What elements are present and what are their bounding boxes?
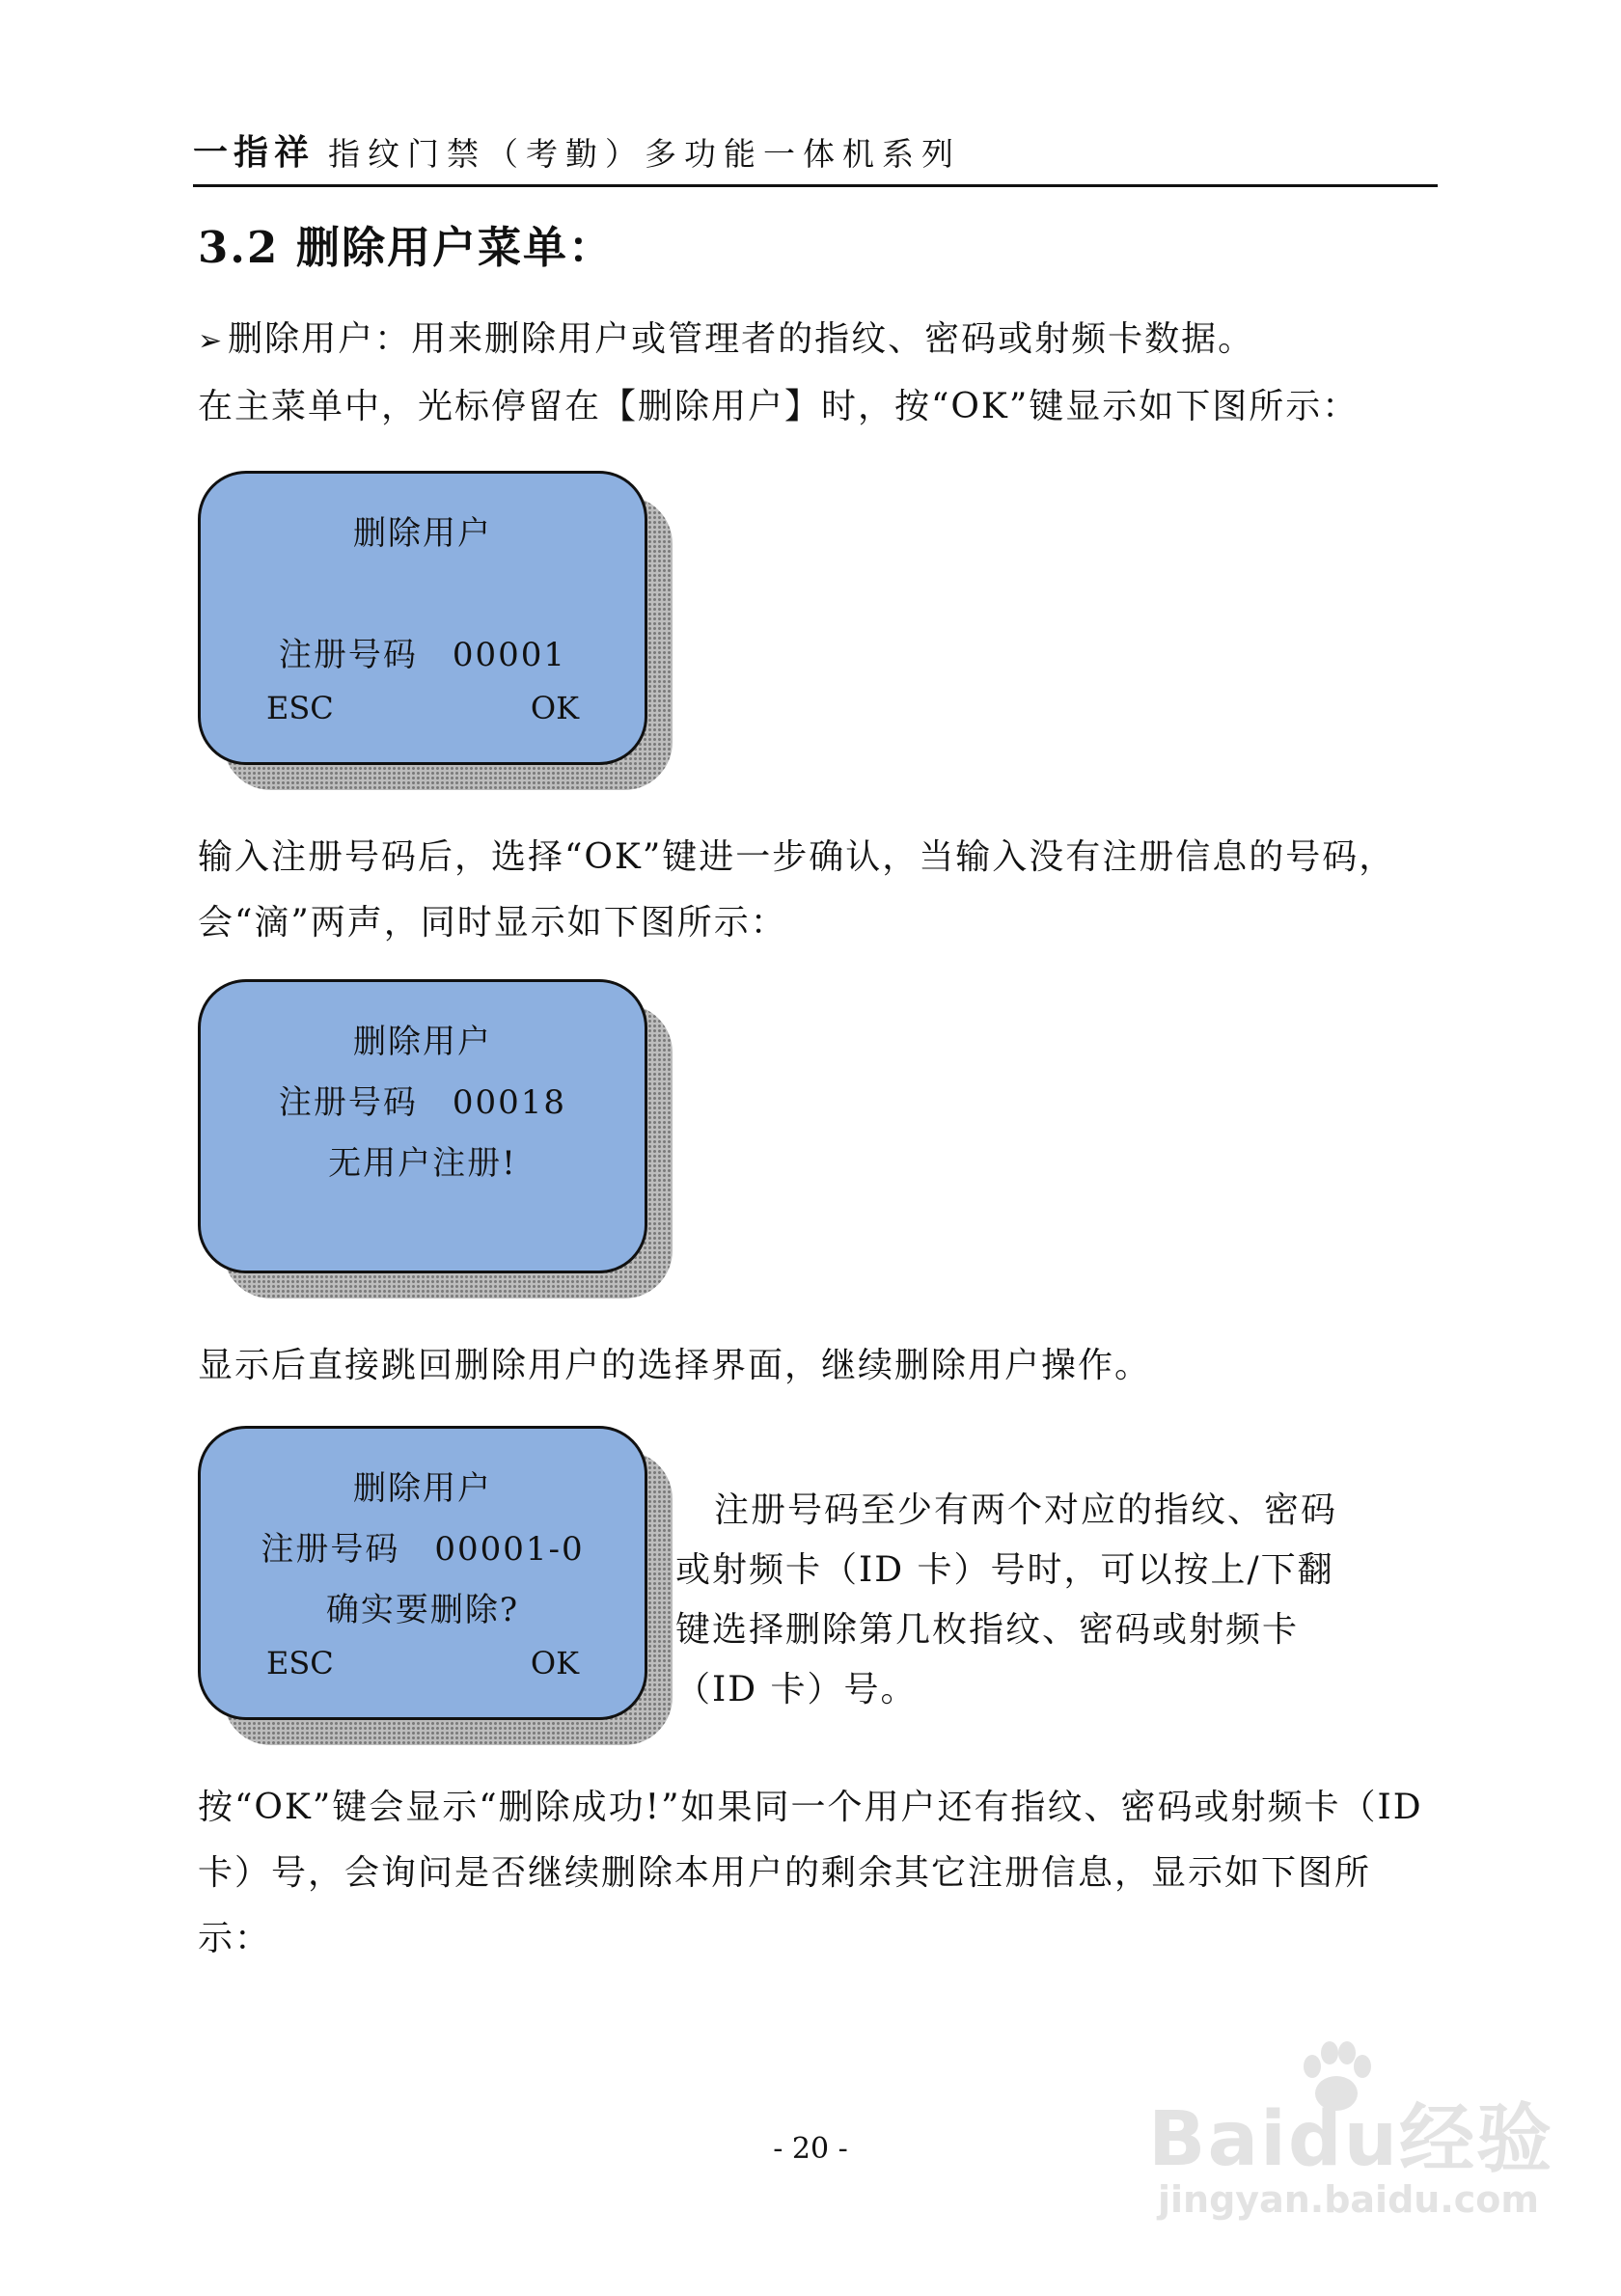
brand-name: 一指祥 (193, 133, 316, 173)
screen-esc-label: ESC (266, 690, 334, 726)
screen-title: 删除用户 (353, 1469, 492, 1508)
screen-title: 删除用户 (353, 514, 492, 553)
instruction-paragraph: 在主菜单中，光标停留在【删除用户】时，按“OK”键显示如下图所示： (198, 387, 1360, 426)
product-series: 指纹门禁（考勤）多功能一体机系列 (328, 135, 962, 173)
lcd-screen-2 (198, 979, 671, 1283)
success-paragraph: 按“OK”键会显示“删除成功!”如果同一个用户还有指纹、密码或射频卡（ID 卡）号，会询问是否继续删除本用户的剩余其它注册信息，显示如下图所示： (198, 1788, 1423, 1958)
page-header (193, 123, 1438, 187)
lcd-screen-1 (198, 471, 671, 775)
screen-title: 删除用户 (353, 1023, 492, 1061)
screen-panel (198, 979, 647, 1273)
page-number: - 20 - (773, 2132, 848, 2166)
screen-message: 确实要删除? (325, 1591, 520, 1629)
screen-reg-line: 注册号码 00001 (278, 636, 567, 674)
baidu-watermark (1148, 2026, 1573, 2219)
watermark-url: jingyan.baidu.com (1158, 2178, 1539, 2221)
screen-panel (198, 471, 647, 765)
watermark-text: Baidu经验 (1148, 2096, 1554, 2183)
lcd-screen-3 (198, 1426, 671, 1730)
side-note (675, 1481, 1351, 1720)
screen-ok-label: OK (530, 1645, 579, 1681)
screen-ok-label: OK (530, 690, 579, 726)
section-title: 3.2 删除用户菜单： (198, 222, 614, 273)
return-paragraph: 显示后直接跳回删除用户的选择界面，继续删除用户操作。 (198, 1346, 1152, 1385)
arrow-bullet-icon: ➢ (198, 324, 225, 358)
confirm-paragraph: 输入注册号码后，选择“OK”键进一步确认，当输入没有注册信息的号码，会“滴”两声，同时显示如下图所示： (198, 837, 1396, 943)
screen-panel (198, 1426, 647, 1720)
side-note-text: 注册号码至少有两个对应的指纹、密码或射频卡（ID 卡）号时，可以按上/下翻键选择删除第几枚指纹、密码或射频卡（ID 卡）号。 (675, 1490, 1338, 1709)
screen-reg-line: 注册号码 00018 (278, 1083, 567, 1122)
screen-esc-label: ESC (266, 1645, 334, 1681)
intro-bullet (198, 307, 1438, 374)
intro-text: 删除用户：用来删除用户或管理者的指纹、密码或射频卡数据。 (228, 319, 1255, 359)
screen-reg-line: 注册号码 00001-0 (261, 1530, 585, 1569)
screen-message: 无用户注册! (328, 1144, 517, 1183)
